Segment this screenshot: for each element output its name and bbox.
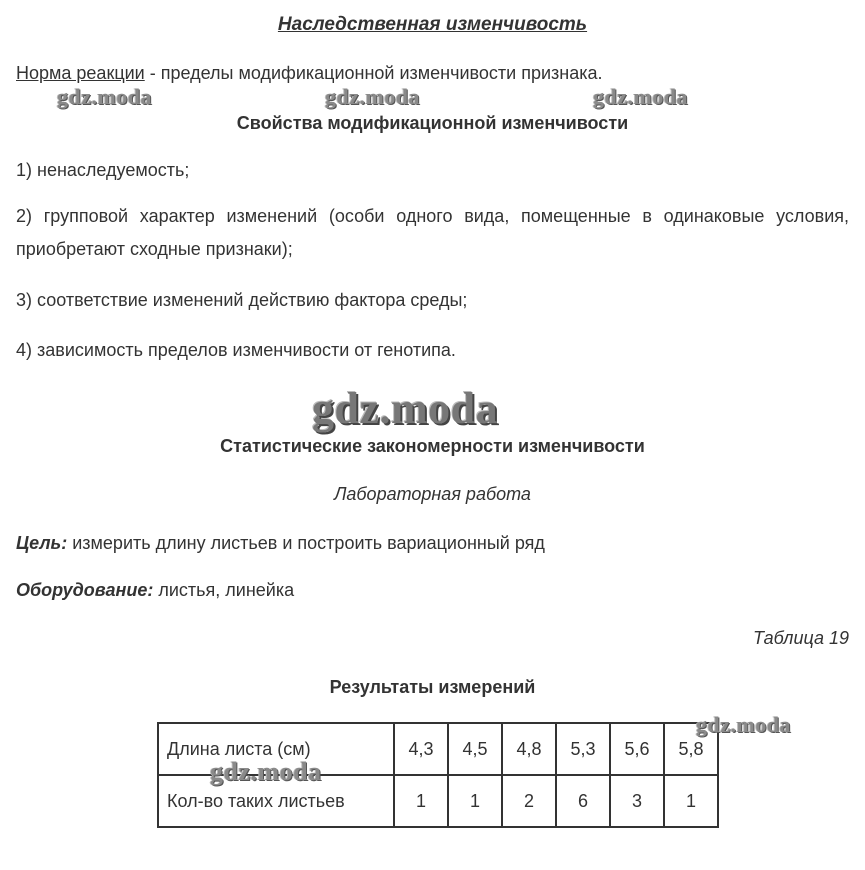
table-cell: 3 [610, 775, 664, 827]
table-cell: 6 [556, 775, 610, 827]
goal-line [16, 533, 545, 554]
table-cell: 5,6 [610, 723, 664, 775]
table-title: Результаты измерений [329, 677, 536, 697]
equipment-label: Оборудование: [16, 580, 154, 600]
property-item-4: 4) зависимость пределов изменчивости от генотипа. [16, 340, 456, 360]
table-cell: 4,8 [502, 723, 556, 775]
statistics-heading: Статистические закономерности изменчивости [220, 436, 645, 456]
goal-text: измерить длину листьев и построить вариационный ряд [67, 533, 545, 553]
definition-line [16, 63, 603, 84]
property-item-1: 1) ненаследуемость; [16, 160, 190, 180]
lab-subtitle: Лабораторная работа [334, 484, 531, 504]
table-cell: 4,5 [448, 723, 502, 775]
table-caption: Таблица 19 [752, 628, 849, 648]
table-cell: 1 [448, 775, 502, 827]
page-title: Наследственная изменчивость [277, 14, 588, 35]
watermark: gdz.moda [696, 712, 792, 737]
watermark: gdz.moda [210, 757, 322, 786]
definition-term: Норма реакции [16, 63, 145, 83]
equipment-text: листья, линейка [153, 580, 295, 600]
row-label-length: Длина листа (см) [158, 723, 394, 775]
table-cell: 5,8 [664, 723, 718, 775]
table-cell: 5,3 [556, 723, 610, 775]
watermark: gdz.moda [57, 84, 153, 109]
property-item-2: 2) групповой характер изменений (особи одного вида, помещенные в одинаковые условия, приобретают сходные признаки); [16, 206, 849, 259]
watermark: gdz.moda [593, 84, 689, 109]
goal-label: Цель: [16, 533, 68, 553]
equipment-line [16, 580, 294, 601]
table-cell: 1 [664, 775, 718, 827]
watermark: gdz.moda [325, 84, 421, 109]
properties-heading: Свойства модификационной изменчивости [236, 113, 629, 133]
table-cell: 2 [502, 775, 556, 827]
row-label-count: Кол-во таких листьев [158, 775, 394, 827]
property-item-3: 3) соответствие изменений действию фактора среды; [16, 290, 468, 310]
table-cell: 1 [394, 775, 448, 827]
table-cell: 4,3 [394, 723, 448, 775]
watermark: gdz.moda [312, 384, 499, 433]
definition-text: - пределы модификационной изменчивости признака. [144, 63, 603, 83]
